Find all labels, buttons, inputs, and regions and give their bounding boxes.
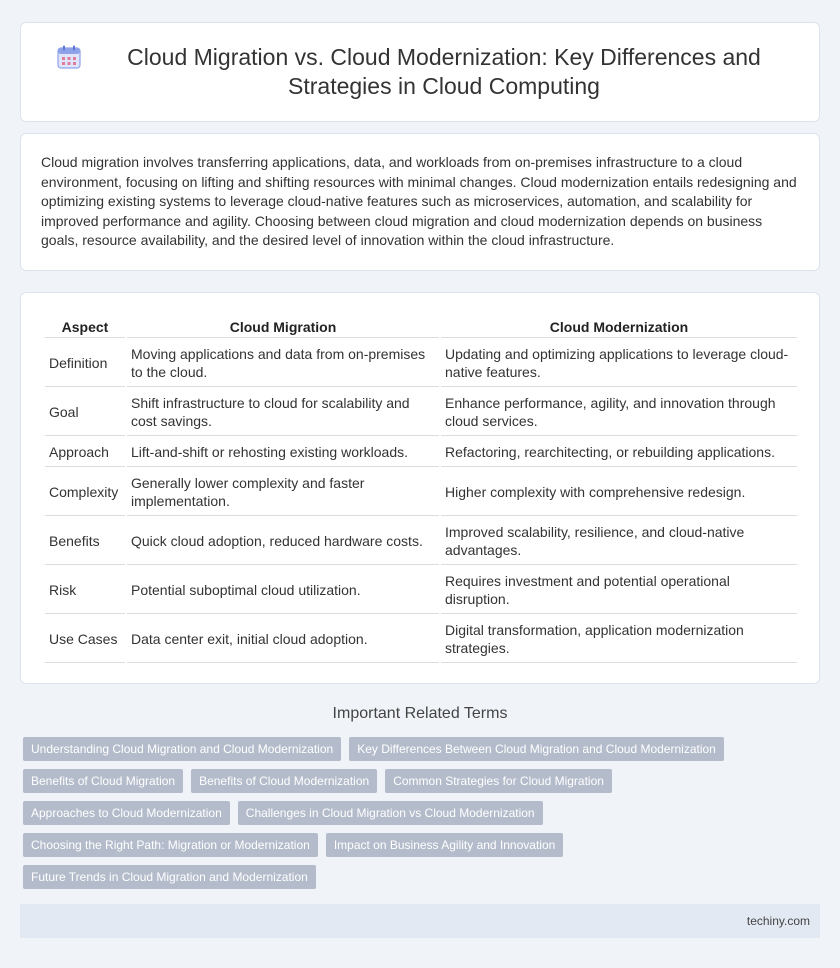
modernization-cell: Higher complexity with comprehensive redesign.: [441, 469, 797, 516]
aspect-cell: Goal: [45, 389, 125, 436]
table-row: [45, 389, 797, 436]
modernization-cell: Improved scalability, resilience, and cloud-native advantages.: [441, 518, 797, 565]
migration-cell: Potential suboptimal cloud utilization.: [127, 567, 439, 614]
aspect-cell: Definition: [45, 340, 125, 387]
related-terms-list: [23, 737, 823, 897]
table-header-row: [45, 315, 797, 338]
table-row: [45, 438, 797, 467]
table-row: [45, 616, 797, 663]
related-term-tag[interactable]: Choosing the Right Path: Migration or Modernization: [23, 833, 318, 857]
related-terms-heading: Important Related Terms: [332, 705, 508, 722]
footer: [20, 904, 820, 938]
modernization-cell: Requires investment and potential operational disruption.: [441, 567, 797, 614]
comparison-table: [43, 313, 799, 665]
column-header: Aspect: [45, 315, 125, 338]
migration-cell: Moving applications and data from on-premises to the cloud.: [127, 340, 439, 387]
related-term-tag[interactable]: Impact on Business Agility and Innovation: [326, 833, 563, 857]
related-term-tag[interactable]: Common Strategies for Cloud Migration: [385, 769, 612, 793]
migration-cell: Generally lower complexity and faster implementation.: [127, 469, 439, 516]
aspect-cell: Benefits: [45, 518, 125, 565]
modernization-cell: Updating and optimizing applications to leverage cloud-native features.: [441, 340, 797, 387]
related-term-tag[interactable]: Future Trends in Cloud Migration and Modernization: [23, 865, 316, 889]
table-row: [45, 340, 797, 387]
calendar-icon: [56, 44, 82, 70]
related-term-tag[interactable]: Benefits of Cloud Migration: [23, 769, 183, 793]
related-term-tag[interactable]: Key Differences Between Cloud Migration and Cloud Modernization: [349, 737, 724, 761]
modernization-cell: Enhance performance, agility, and innovation through cloud services.: [441, 389, 797, 436]
aspect-cell: Risk: [45, 567, 125, 614]
migration-cell: Data center exit, initial cloud adoption.: [127, 616, 439, 663]
table-row: [45, 469, 797, 516]
related-term-tag[interactable]: Understanding Cloud Migration and Cloud Modernization: [23, 737, 341, 761]
comparison-table-card: [20, 292, 820, 684]
table-row: [45, 518, 797, 565]
table-row: [45, 567, 797, 614]
migration-cell: Lift-and-shift or rehosting existing workloads.: [127, 438, 439, 467]
related-term-tag[interactable]: Challenges in Cloud Migration vs Cloud Modernization: [238, 801, 543, 825]
page-title: Cloud Migration vs. Cloud Modernization: Key Differences and Strategies in Cloud Computing: [127, 44, 761, 99]
column-header: Cloud Modernization: [441, 315, 797, 338]
migration-cell: Shift infrastructure to cloud for scalability and cost savings.: [127, 389, 439, 436]
title-card: [20, 22, 820, 122]
migration-cell: Quick cloud adoption, reduced hardware costs.: [127, 518, 439, 565]
column-header: Cloud Migration: [127, 315, 439, 338]
intro-card: [20, 133, 820, 271]
intro-paragraph: Cloud migration involves transferring applications, data, and workloads from on-premises infrastructure to a cloud environment, focusing on lifting and shifting resources with minimal changes. Cloud modernization entails redesigning and optimizing existing systems to leverage cloud-native features such as microservices, automation, and scalability for improved performance and agility. Choosing between cloud migration and cloud modernization depends on business goals, resource availability, and the desired level of innovation within the cloud infrastructure.: [41, 154, 797, 248]
related-term-tag[interactable]: Approaches to Cloud Modernization: [23, 801, 230, 825]
aspect-cell: Complexity: [45, 469, 125, 516]
aspect-cell: Use Cases: [45, 616, 125, 663]
modernization-cell: Refactoring, rearchitecting, or rebuilding applications.: [441, 438, 797, 467]
aspect-cell: Approach: [45, 438, 125, 467]
modernization-cell: Digital transformation, application modernization strategies.: [441, 616, 797, 663]
related-term-tag[interactable]: Benefits of Cloud Modernization: [191, 769, 377, 793]
footer-site-link[interactable]: techiny.com: [746, 914, 810, 928]
